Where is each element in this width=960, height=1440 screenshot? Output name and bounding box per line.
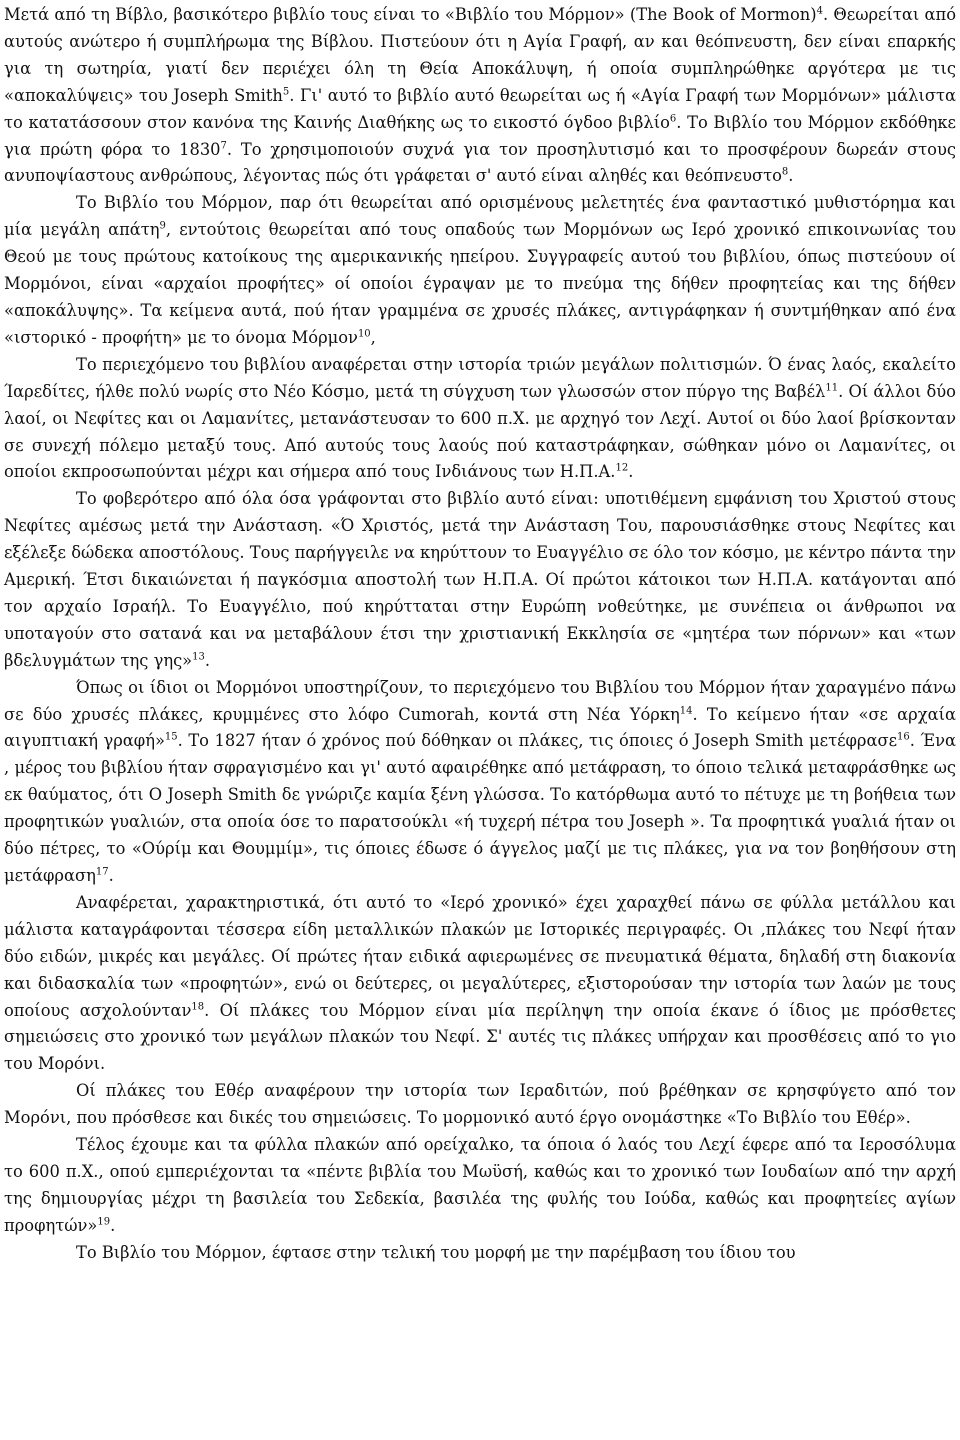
text-run: . Το Βιβλίο του Μόρμον εκδόθηκε για πρώτη φόρα το 1830 [4, 112, 956, 159]
text-run: Αναφέρεται, χαρακτηριστικά, ότι αυτό το «Ιερό χρονικό» έχει χαραχθεί πάνω σε φύλλα μετάλλου και μάλιστα καταγράφονται τέσσερα είδη μεταλλικών πλακών με Ιστορικές περιγραφές. Οι ,πλάκες του Νεφί ήταν δύο ειδών, μικρές και μεγάλες. Οί πρώτες ήταν ειδικά αφιερωμένες σε πνευματικά θέματα, δηλαδή στη διακονία και διδασκαλία των «προφητών», ενώ οι δεύτερες, οι μεγαλύτερες, εξιστορούσαν την ιστορία των λαών με τους οποίους ασχολούνταν [4, 892, 956, 1020]
footnote-marker: 16 [897, 732, 910, 744]
footnote-marker: 9 [159, 220, 166, 232]
text-run: . Θεωρείται από αυτούς ανώτερο ή συμπλήρωμα της Βίβλου. Πιστεύουν ότι η Αγία Γραφή, αν και θεόπνευστη, δεν είναι επαρκής για τη σωτηρία, γιατί δεν περιέχει όλη τη Θεία Αποκάλυψη, ή οποία συμπληρώθηκε αργότερα με τις «αποκαλύψεις» του Joseph Smith [4, 5, 957, 105]
footnote-marker: 4 [816, 5, 823, 17]
paragraph-ether-plates [4, 1078, 956, 1132]
footnote-marker: 17 [95, 866, 109, 878]
text-run: Το Βιβλίο του Μόρμον, παρ ότι θεωρείται από ορισμένους μελετητές ένα φανταστικό μυθιστόρημα και μία μεγάλη απάτη [4, 193, 956, 240]
footnote-marker: 10 [357, 328, 371, 340]
footnote-marker: 19 [97, 1216, 111, 1228]
text-run: . [788, 166, 794, 186]
text-run: Τέλος έχουμε και τα φύλλα πλακών από ορείχαλκο, τα όποια ό λαός του Λεχί έφερε από τα Ιεροσόλυμα το 600 π.Χ., οπού εμπεριέχονται τα «πέντε βιβλία του Μωϋσή, καθώς και το χρονικό των Ιουδαίων από την αρχή της δημιουργίας μέχρι τη βασιλεία του Σεδεκία, βασιλέα της φυλής του Ιούδα, καθώς και προφητείες αγίων προφητών» [4, 1135, 956, 1235]
footnote-marker: 11 [825, 382, 839, 394]
text-run: Το Βιβλίο του Μόρμον, έφτασε στην τελική του μορφή με την παρέμβαση του ίδιου του [76, 1242, 796, 1262]
text-run: . [204, 650, 211, 670]
footnote-marker: 6 [669, 113, 677, 125]
footnote-marker: 18 [191, 1001, 205, 1013]
footnote-marker: 12 [615, 462, 629, 474]
paragraph-brass-plates [4, 1132, 956, 1240]
text-run: Οί πλάκες του Εθέρ αναφέρουν την ιστορία των Ιεραδιτών, πού βρέθηκαν σε κρησφύγετο από τον Μορόνι, που πρόσθεσε και δικές του σημειώσεις. Το μορμονικό αυτό έργο ονομάστηκε «Το Βιβλίο του Εθέρ». [4, 1081, 956, 1128]
paragraph-final-form [4, 1240, 956, 1267]
text-run: . Το κείμενο ήταν «σε αρχαία αιγυπτιακή γραφή» [4, 704, 956, 751]
paragraph-christ-appearance [4, 486, 956, 674]
footnote-marker: 7 [220, 140, 227, 152]
text-run: . Το 1827 ήταν ό χρόνος πού δόθηκαν οι πλάκες, τις όποιες ό Joseph Smith μετέφρασε [177, 731, 898, 751]
text-run: , εντούτοις θεωρείται από τους οπαδούς των Μορμόνων ως Ιερό χρονικό επικοινωνίας του Θεού με τους πρώτους κατοίκους της αμερικανικής ηπείρου. Συγγραφείς αυτού του βιβλίου, όπως πιστεύουν οί Μορμόνοι, είναι «αρχαίοι προφήτες» οί οποίοι έγραψαν με το πνεύμα της δήθεν προφητείας και της δήθεν «αποκάλυψης». Τα κείμενα αυτά, πού ήταν γραμμένα σε χρυσές πλάκες, αντιγράφηκαν ή συντμήθηκαν από ένα «ιστορικό - προφήτη» με το όνομα Μόρμον [4, 220, 957, 347]
paragraph-three-civilizations [4, 352, 956, 487]
footnote-marker: 14 [679, 705, 693, 717]
footnote-marker: 15 [164, 732, 178, 744]
text-run: Το φοβερότερο από όλα όσα γράφονται στο βιβλίο αυτό είναι: υποτιθέμενη εμφάνιση του Χριστού στους Νεφίτες αμέσως μετά την Ανάσταση. «Ό Χριστός, μετά την Ανάσταση Του, παρουσιάσθηκε στους Νεφίτες και εξέλεξε δώδεκα αποστόλους. Τους παρήγγειλε να κηρύττουν το Ευαγγέλιο σε όλο τον κόσμο, με κέντρο πάντα την Αμερική. Έτσι δικαιώνεται ή παγκόσμια αποστολή των Η.Π.Α. Οί πρώτοι κάτοικοι των Η.Π.Α. κατάγονται από τον αρχαίο Ισραήλ. Το Ευαγγέλιο, πού κηρύτταται στην Ευρώπη νοθεύτηκε, με συνέπεια οι άνθρωποι να υποταγούν στο σατανά και να μεταβάλουν έτσι την χριστιανική Εκκλησία σε «μητέρα των πόρνων» και «των βδελυγμάτων της γης» [4, 489, 956, 670]
text-run: . [628, 462, 634, 482]
text-run: . Οί πλάκες του Μόρμον είναι μία περίληψη την οποία έκανε ό ίδιος με πρόσθετες σημειώσεις στο χρονικό των μεγάλων πλακών του Νεφί. Σ' αυτές τις πλάκες υπήρχαν και προσθέσεις από το γιο του Μορόνι. [4, 1000, 957, 1074]
paragraph-golden-plates [4, 675, 956, 890]
text-run: . Ένα , μέρος του βιβλίου ήταν σφραγισμένο και γι' αυτό αφαιρέθηκε από μετάφραση, το όποιο τελικά μεταφράσθηκε ως εκ θαύματος, ότι O Joseph Smith δε γνώριζε καμία ξένη γλώσσα. Το κατόρθωμα αυτό το πέτυχε με τη βοήθεια των προφητικών γυαλιών, στα οποία όσε το παρατσούκλι «ή τυχερή πέτρα του Joseph ». Τα προφητικά γυαλιά ήταν οι δύο πέτρες, το «Ούρίμ και Θουμμίμ», τις όποιες έδωσε ό άγγελος μαζί με τις πλάκες, για να τον βοηθήσουν στη μετάφραση [4, 731, 956, 885]
text-run: . Το χρησιμοποιούν συχνά για τον προσηλυτισμό και το προσφέρουν δωρεάν στους ανυποψίαστους ανθρώπους, λέγοντας πώς ότι γράφεται σ' αυτό είναι αληθές και θεόπνευστο [4, 139, 956, 186]
text-run: . [110, 1215, 116, 1235]
text-run: Το περιεχόμενο του βιβλίου αναφέρεται στην ιστορία τριών μεγάλων πολιτισμών. Ό ένας λαός, εκαλείτο Ίαρεδίτες, ήλθε πολύ νωρίς στο Νέο Κόσμο, μετά τη σύγχυση των γλωσσών στον πύργο της Βαβέλ [4, 354, 956, 401]
footnote-marker: 13 [192, 651, 205, 663]
footnote-marker: 8 [781, 167, 789, 179]
text-run: , [370, 327, 376, 347]
text-run: . Γι' αυτό το βιβλίο αυτό θεωρείται ως ή «Αγία Γραφή των Μορμόνων» μάλιστα το κατατάσσουν στον κανόνα της Καινής Διαθήκης ως το εικοστό όγδοο βιβλίο [4, 85, 956, 132]
paragraph-fantasy-novel [4, 190, 956, 351]
text-run: . [108, 866, 114, 885]
paragraph-book-of-mormon-intro [4, 2, 956, 190]
text-run: Όπως οι ίδιοι οι Μορμόνοι υποστηρίζουν, το περιεχόμενο του Βιβλίου του Μόρμον ήταν χαραγμένο πάνω σε δύο χρυσές πλάκες, κρυμμένες στο λόφο Cumorah, κοντά στη Νέα Υόρκη [4, 677, 956, 724]
text-run: . Οί άλλοι δύο λαοί, οι Νεφίτες και οι Λαμανίτες, μετανάστευσαν το 600 π.Χ. με αρχηγό τον Λεχί. Αυτοί οι δύο λαοί βρίσκονταν σε συνεχή πόλεμο μεταξύ τους. Από αυτούς τους λαούς πού καταστράφηκαν, σώθηκαν μόνο οι Λαμανίτες, οι οποίοι εκπροσωπούνται μέχρι και σήμερα από τους Ινδιάνους των Η.Π.Α. [4, 381, 956, 482]
text-run: Μετά από τη Βίβλο, βασικότερο βιβλίο τους είναι το «Βιβλίο του Μόρμον» (The Book of Mormon) [4, 5, 817, 24]
footnote-marker: 5 [282, 86, 290, 98]
paragraph-metal-plates [4, 890, 956, 1078]
